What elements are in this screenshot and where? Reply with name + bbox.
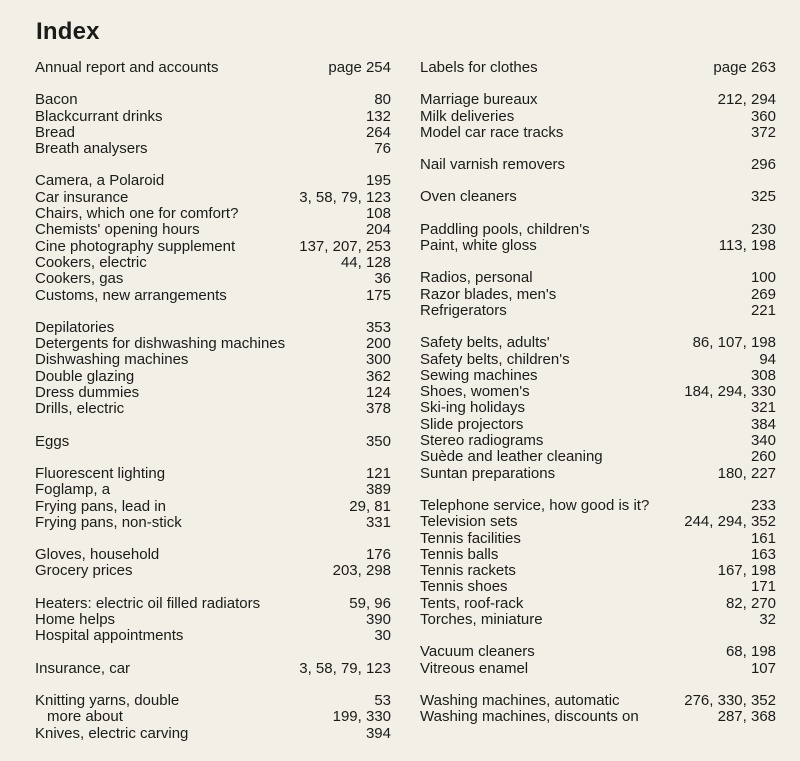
index-group [420,335,776,482]
index-page-numbers: 350 [365,432,391,450]
index-entry [35,92,391,108]
index-term: Nail varnish removers [420,156,566,174]
index-term: Vitreous enamel [420,659,529,677]
index-page-numbers: 360 [750,107,776,125]
index-entry [420,579,776,595]
index-term: Washing machines, automatic [420,691,620,709]
index-page-numbers: 100 [750,269,776,287]
index-page-numbers: 59, 96 [349,594,391,612]
index-term: Annual report and accounts [35,59,219,76]
index-term: Heaters: electric oil filled radiators [35,594,261,612]
index-group [35,547,391,580]
index-entry [35,125,391,141]
index-entry [35,547,391,563]
index-page-numbers: 390 [365,611,391,629]
index-group [420,157,776,173]
index-group [420,60,776,76]
index-page-numbers: 180, 227 [717,464,776,482]
index-group [35,173,391,303]
index-entry [420,368,776,384]
index-term: Television sets [420,513,518,531]
index-term: Stereo radiograms [420,432,544,450]
index-entry [420,92,776,108]
index-group [35,320,391,418]
index-entry [420,612,776,628]
index-page-numbers: 378 [365,400,391,418]
index-entry [35,628,391,644]
index-page-numbers: 384 [750,415,776,433]
index-term: Suntan preparations [420,464,556,482]
index-page-numbers: 107 [750,659,776,677]
index-page-numbers: 321 [750,399,776,417]
index-page-numbers: 53 [374,691,391,709]
index-term: Paddling pools, children's [420,220,590,238]
index-group [35,60,391,76]
index-page-numbers: 296 [750,156,776,174]
index-page-numbers: 199, 330 [332,708,391,726]
index-page-numbers: 113, 198 [718,237,776,255]
index-term: Fluorescent lighting [35,464,166,482]
index-page-numbers: 325 [750,188,776,206]
index-column-right [420,60,776,742]
index-page-numbers: 260 [750,448,776,466]
index-entry [35,515,391,531]
index-entry [35,141,391,157]
index-page-numbers: 244, 294, 352 [684,513,776,531]
index-term: Tennis balls [420,545,499,563]
index-term: Washing machines, discounts on [420,708,639,726]
index-entry [35,239,391,255]
index-page-numbers: 30 [374,627,391,645]
index-term: Refrigerators [420,301,507,319]
index-term: more about [47,708,123,726]
index-group [420,644,776,677]
index-entry [420,352,776,368]
index-entry [420,547,776,563]
index-term: Cookers, gas [35,270,124,288]
index-term: Insurance, car [35,659,131,677]
index-entry [420,303,776,319]
index-group [420,270,776,319]
index-page-numbers: 372 [750,123,776,141]
index-term: Paint, white gloss [420,237,537,255]
index-term: Cine photography supplement [35,237,236,255]
index-term: Foglamp, a [35,481,111,499]
index-page-numbers: 264 [365,123,391,141]
index-group [35,661,391,677]
index-page-numbers: 32 [759,611,776,629]
index-entry [35,709,391,725]
index-term: Dishwashing machines [35,351,189,369]
index-entry [420,449,776,465]
index-entry [420,466,776,482]
index-entry [35,726,391,742]
index-entry [420,433,776,449]
index-term: Drills, electric [35,400,125,418]
index-page-numbers: 175 [365,286,391,304]
index-entry [420,531,776,547]
index-term: Frying pans, non-stick [35,513,182,531]
index-page-numbers: 82, 270 [725,594,776,612]
index-group [420,222,776,255]
index-page-numbers: page 254 [328,59,391,76]
index-page-numbers: 230 [750,220,776,238]
index-page-numbers: 167, 198 [717,562,776,580]
index-entry [35,352,391,368]
index-column-left [35,60,391,758]
index-term: Bacon [35,91,78,109]
index-entry [420,400,776,416]
index-page-numbers: 269 [750,285,776,303]
index-group [420,92,776,141]
index-term: Safety belts, children's [420,350,570,368]
index-entry [420,661,776,677]
index-entry [35,369,391,385]
index-page-numbers: page 263 [713,59,776,76]
index-term: Hospital appointments [35,627,184,645]
index-term: Car insurance [35,188,129,206]
index-entry [420,693,776,709]
index-entry [35,482,391,498]
index-term: Knives, electric carving [35,724,189,742]
index-page-numbers: 121 [365,464,391,482]
index-term: Vacuum cleaners [420,643,535,661]
index-term: Marriage bureaux [420,91,538,109]
index-term: Safety belts, adults' [420,334,550,352]
index-page-numbers: 353 [365,318,391,336]
index-page-numbers: 76 [374,140,391,158]
index-term: Eggs [35,432,70,450]
index-entry [420,157,776,173]
index-page-numbers: 389 [365,481,391,499]
index-page-numbers: 44, 128 [340,253,391,271]
index-entry [35,320,391,336]
index-page-numbers: 171 [750,578,776,596]
index-term: Frying pans, lead in [35,497,166,515]
index-entry [35,222,391,238]
index-page-numbers: 233 [750,496,776,514]
index-entry [420,189,776,205]
index-page-numbers: 124 [365,384,391,402]
index-term: Ski-ing holidays [420,399,526,417]
index-group [35,693,391,742]
index-term: Razor blades, men's [420,285,557,303]
index-term: Slide projectors [420,415,524,433]
index-term: Bread [35,123,76,141]
index-entry [420,384,776,400]
index-term: Tents, roof-rack [420,594,524,612]
index-entry [420,238,776,254]
index-term: Sewing machines [420,366,538,384]
index-group [35,466,391,531]
index-page-numbers: 394 [365,724,391,742]
index-term: Chairs, which one for comfort? [35,205,239,223]
index-page-numbers: 308 [750,366,776,384]
index-title: Index [36,18,100,45]
index-term: Home helps [35,611,116,629]
index-page-numbers: 108 [365,205,391,223]
index-term: Tennis facilities [420,529,521,547]
index-term: Torches, miniature [420,611,543,629]
index-page-numbers: 132 [365,107,391,125]
index-entry [35,336,391,352]
index-page-numbers: 29, 81 [349,497,391,515]
index-page-numbers: 163 [750,545,776,563]
index-entry [35,288,391,304]
index-entry [420,270,776,286]
index-entry [35,661,391,677]
index-term: Breath analysers [35,140,148,158]
index-page-numbers: 86, 107, 198 [692,334,776,352]
index-term: Knitting yarns, double [35,691,180,709]
index-term: Telephone service, how good is it? [420,496,650,514]
index-term: Gloves, household [35,546,160,564]
index-entry [420,125,776,141]
index-group [420,693,776,726]
index-entry [420,287,776,303]
index-entry [35,563,391,579]
index-entry [35,612,391,628]
index-term: Milk deliveries [420,107,515,125]
index-page-numbers: 68, 198 [725,643,776,661]
index-entry [35,693,391,709]
index-entry [420,109,776,125]
index-term: Model car race tracks [420,123,564,141]
index-entry [35,434,391,450]
index-entry [35,596,391,612]
index-term: Oven cleaners [420,188,517,206]
index-entry [420,514,776,530]
index-group [35,92,391,157]
index-entry [420,644,776,660]
index-group [35,434,391,450]
index-entry [35,271,391,287]
index-entry [35,206,391,222]
index-term: Labels for clothes [420,59,538,76]
index-page-numbers: 200 [365,335,391,353]
index-page-numbers: 331 [365,513,391,531]
index-entry [35,466,391,482]
index-term: Grocery prices [35,562,133,580]
index-entry [35,173,391,189]
index-entry [420,60,776,76]
index-page-numbers: 221 [750,301,776,319]
index-term: Camera, a Polaroid [35,172,165,190]
index-entry [420,335,776,351]
index-group [35,596,391,645]
index-page-numbers: 176 [365,546,391,564]
index-page-numbers: 204 [365,221,391,239]
index-term: Customs, new arrangements [35,286,227,304]
index-entry [420,417,776,433]
index-term: Radios, personal [420,269,533,287]
index-page-numbers: 340 [750,432,776,450]
index-page-numbers: 276, 330, 352 [684,691,776,709]
index-term: Dress dummies [35,384,140,402]
index-entry [35,385,391,401]
index-entry [420,563,776,579]
index-group [420,189,776,205]
index-entry [420,222,776,238]
index-group [420,498,776,628]
index-entry [35,109,391,125]
index-page-numbers: 3, 58, 79, 123 [299,659,391,677]
index-page-numbers: 184, 294, 330 [684,383,776,401]
index-page-numbers: 36 [374,270,391,288]
index-term: Chemists' opening hours [35,221,200,239]
index-term: Shoes, women's [420,383,530,401]
index-term: Cookers, electric [35,253,147,271]
index-entry [420,596,776,612]
index-page-numbers: 137, 207, 253 [299,237,391,255]
index-page-numbers: 362 [365,367,391,385]
index-page-numbers: 195 [365,172,391,190]
index-page-numbers: 80 [374,91,391,109]
index-page-numbers: 212, 294 [717,91,776,109]
index-entry [420,498,776,514]
index-entry [35,60,391,76]
index-term: Tennis shoes [420,578,508,596]
index-page-numbers: 287, 368 [717,708,776,726]
index-entry [35,190,391,206]
index-page-numbers: 94 [759,350,776,368]
index-term: Double glazing [35,367,135,385]
index-term: Tennis rackets [420,562,516,580]
index-page-numbers: 161 [750,529,776,547]
index-term: Suède and leather cleaning [420,448,603,466]
index-page-numbers: 300 [365,351,391,369]
index-entry [35,499,391,515]
index-term: Detergents for dishwashing machines [35,335,286,353]
index-entry [35,255,391,271]
index-entry [35,401,391,417]
index-entry [420,709,776,725]
index-page-numbers: 203, 298 [332,562,391,580]
index-term: Depilatories [35,318,115,336]
index-page-numbers: 3, 58, 79, 123 [299,188,391,206]
index-term: Blackcurrant drinks [35,107,163,125]
